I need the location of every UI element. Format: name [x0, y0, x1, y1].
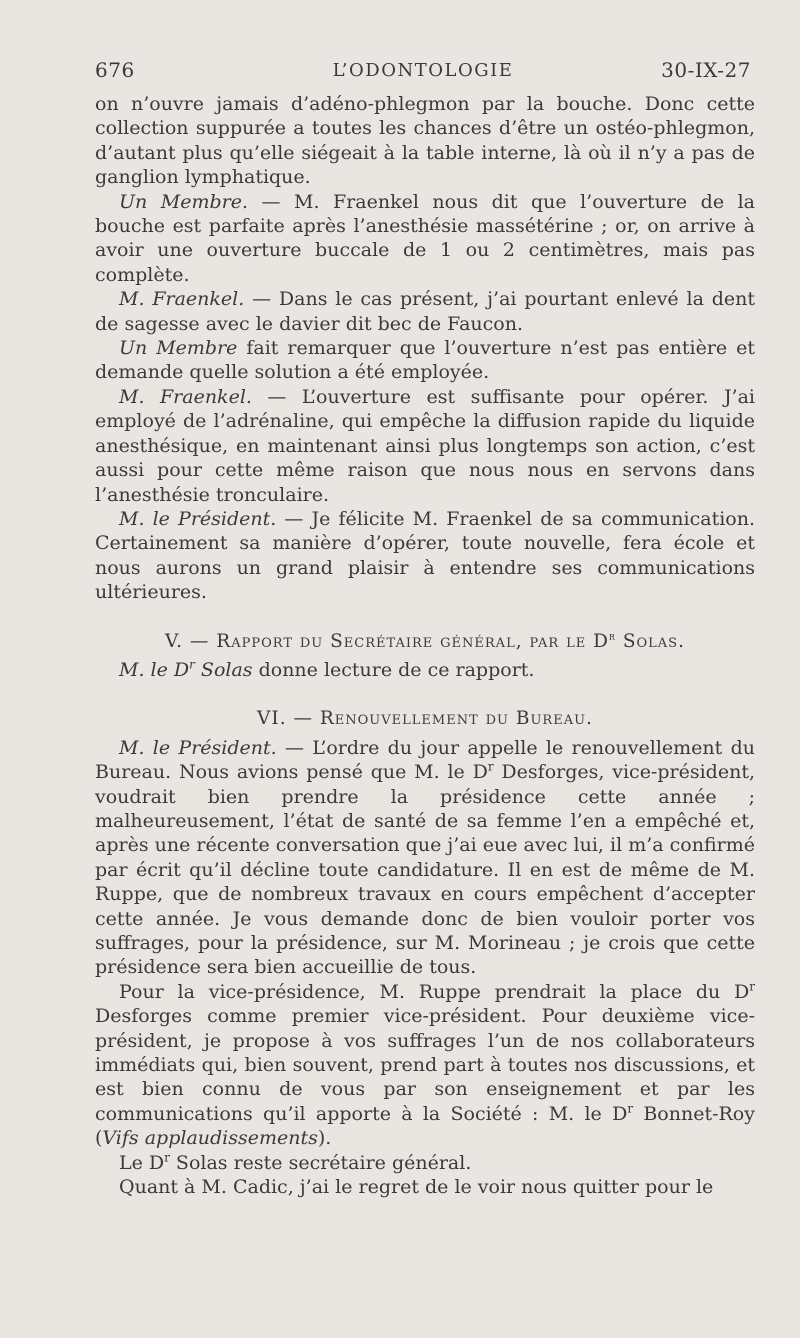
paragraph-un-membre-1: Un Membre. — M. Fraenkel nous dit que l’ouverture de la bouche est parfaite après l’anesthésie massétérine ; or, on arrive à avoir une ouverture buccale de 1 ou 2 centimètres, mais pas complète. [95, 190, 755, 286]
speaker: M. le $D^r$ Solas [119, 657, 253, 681]
speaker: M. Fraenkel. [119, 288, 245, 311]
speaker: Un Membre [119, 337, 238, 360]
speaker: Un Membre. [119, 190, 248, 213]
paragraph-un-membre-2: Un Membre fait remarquer que l’ouverture n’est pas entière et demande quelle solution a été employée. [95, 337, 755, 384]
journal-title: L’ODONTOLOGIE [332, 60, 514, 81]
section-heading-v: V. — Rapport du Secrétaire général, par le $D^r$ Solas. [165, 628, 685, 652]
paragraph-fraenkel-2: M. Fraenkel. — L’ouverture est suffisante pour opérer. J’ai employé de l’adrénaline, qui empêche la diffusion rapide du liquide anesthésique, en maintenant ainsi plus longtemps son action, c’est aussi pour cette même raison que nous nous en servons dans l’anesthésie tronculaire. [95, 385, 755, 506]
paragraph-fraenkel-1: M. Fraenkel. — Dans le cas présent, j’ai pourtant enlevé la dent de sagesse avec le davier dit bec de Faucon. [95, 288, 755, 335]
paragraph-continuation: on n’ouvre jamais d’adéno-phlegmon par la bouche. Donc cette collection suppurée a toutes les chances d’être un ostéo-phlegmon, d’autant plus qu’elle siégeait à la table interne, là où il n’y a pas de ganglion lymphatique. [95, 93, 755, 189]
paragraph-secretaire: Le $D^r$ Solas reste secrétaire général. [119, 1150, 472, 1174]
speaker: M. le Président. [119, 736, 277, 759]
paragraph-vice-presidence: Pour la vice-présidence, M. Ruppe prendrait la place du $D^r$ Desforges comme premier vice-président. Pour deuxième vice-président, je propose à vos suffrages l’un de nos collaborateurs immédiats qui, bien souvent, prend part à toutes nos discussions, et est bien connu de vous par son enseignement et par les communications qu’il apporte à la Société : M. le $D^r$ Bonnet-Roy (Vifs applaudissements). [95, 979, 755, 1150]
paragraph-president-1: M. le Président. — Je félicite M. Fraenkel de sa communication. Certainement sa manière d’opérer, toute nouvelle, fera école et nous aurons un grand plaisir à entendre ses communications ultérieures. [95, 507, 755, 604]
section-heading-vi: VI. — Renouvellement du Bureau. [257, 708, 593, 730]
speaker: M. le Président. [119, 507, 277, 530]
page-body [95, 92, 755, 1199]
page-number: 676 [95, 58, 135, 82]
paragraph-solas: M. le $D^r$ Solas donne lecture de ce rapport. [119, 657, 535, 681]
paragraph-president-2: M. le Président. — L’ordre du jour appelle le renouvellement du Bureau. Nous avions pensé que M. le $D^r$ Desforges, vice-président, voudrait bien prendre la présidence cette année ; malheureusement, l’état de santé de sa femme l’en a empêché et, après une récente conversation que j’ai eue avec lui, il m’a confirmé par écrit qu’il décline toute candidature. Il en est de même de M. Ruppe, que de nombreux travaux en cours empêchent d’accepter cette année. Je vous demande donc de bien vouloir porter vos suffrages, pour la présidence, sur M. Morineau ; je crois que cette présidence sera bien accueillie de tous. [95, 736, 755, 979]
paragraph-cadic: Quant à M. Cadic, j’ai le regret de le voir nous quitter pour le [119, 1176, 714, 1199]
issue-date: 30-IX-27 [661, 58, 751, 82]
speaker: M. Fraenkel. [119, 385, 252, 408]
